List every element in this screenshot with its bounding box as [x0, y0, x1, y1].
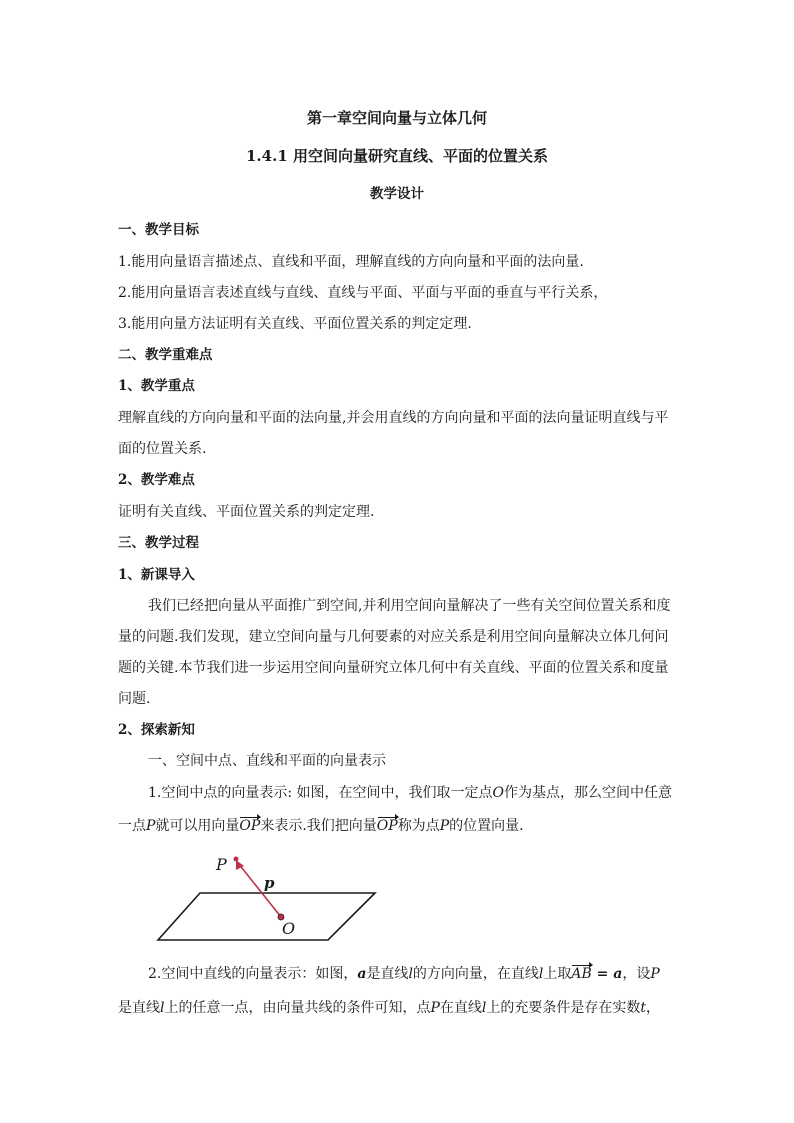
vector-symbol: OP [376, 818, 398, 834]
math-symbol: P [146, 818, 156, 834]
math-symbol: = a [591, 966, 623, 982]
intro-line: 我们已经把向量从平面推广到空间,并利用空间向量解决了一些有关空间位置关系和度 [148, 598, 671, 614]
math-symbol: P [650, 966, 660, 982]
math-symbol: P [439, 818, 450, 834]
text-run: 一点 [118, 818, 146, 834]
math-symbol: l [538, 966, 544, 982]
text-run: 2.空间中直线的向量表示：如图， [148, 966, 358, 982]
process-heading: 三、教学过程 [118, 535, 199, 551]
math-symbol: l [160, 1000, 165, 1016]
math-symbol: P [430, 1000, 440, 1016]
section-title: 1.4.1 用空间向量研究直线、平面的位置关系 [246, 147, 548, 165]
label-o: O [282, 919, 296, 938]
math-symbol: l [481, 1000, 487, 1016]
keypoints-heading: 二、教学重难点 [118, 347, 213, 363]
point-vector-figure [150, 850, 380, 945]
chapter-title: 第一章空间向量与立体几何 [306, 109, 487, 127]
vector-symbol: AB [571, 966, 592, 982]
text-run: 作为基点，那么空间中任意 [504, 785, 673, 801]
text-run: 的位置向量. [449, 818, 524, 834]
text-run: 上取 [543, 966, 572, 982]
goal-item: 1.能用向量语言描述点、直线和平面，理解直线的方向向量和平面的法向量. [118, 254, 584, 270]
paragraph-line [118, 998, 660, 1018]
text-run: 上的任意一点，由向量共线的条件可知，点 [164, 1000, 431, 1016]
text-run: 是直线 [366, 966, 409, 982]
focus-text-line: 面的位置关系. [118, 441, 207, 457]
goal-item: 2.能用向量语言表述直线与直线、直线与平面、平面与平面的垂直与平行关系， [118, 285, 608, 301]
text-run: 是直线 [118, 1000, 160, 1016]
math-symbol: O [492, 785, 505, 801]
position-vector-arrow [238, 863, 281, 917]
text-run: 的方向向量，在直线 [412, 966, 539, 982]
intro-line: 问题. [118, 691, 151, 707]
intro-line: 题的关键.本节我们进一步运用空间向量研究立体几何中有关直线、平面的位置关系和度量 [118, 660, 669, 676]
explore-heading: 2、探索新知 [118, 722, 195, 738]
label-vector-p: p [264, 874, 275, 892]
paragraph-line [148, 783, 672, 803]
difficulty-heading: 2、教学难点 [118, 472, 195, 488]
focus-heading: 1、教学重点 [118, 378, 195, 394]
math-symbol: l [408, 966, 413, 982]
text-run: 在直线 [439, 1000, 482, 1016]
math-symbol: a [357, 966, 367, 982]
text-run: 称为点 [397, 818, 440, 834]
intro-heading: 1、新课导入 [118, 567, 195, 583]
goal-item: 3.能用向量方法证明有关直线、平面位置关系的判定定理. [118, 316, 472, 332]
intro-line: 量的问题.我们发现，建立空间向量与几何要素的对应关系是利用空间向量解决立体几何问 [118, 629, 669, 645]
text-run: 上的充要条件是存在实数 [486, 1000, 641, 1016]
text-run: 1.空间中点的向量表示: 如图，在空间中，我们取一定点 [148, 785, 493, 801]
vector-symbol: OP [239, 818, 261, 834]
goals-heading: 一、教学目标 [118, 222, 199, 238]
text-run: 就可以用向量 [155, 818, 240, 834]
text-run: 来表示.我们把向量 [260, 818, 377, 834]
text-run: ， [646, 1000, 661, 1016]
text-run: ，设 [622, 966, 651, 982]
paragraph-line [148, 964, 660, 984]
difficulty-text: 证明有关直线、平面位置关系的判定定理. [118, 504, 375, 520]
point-p [234, 857, 239, 862]
subsection-heading: 一、空间中点、直线和平面的向量表示 [148, 753, 386, 769]
focus-text-line: 理解直线的方向向量和平面的法向量,并会用直线的方向向量和平面的法向量证明直线与平 [118, 410, 669, 426]
paragraph-line [118, 816, 524, 836]
label-p: P [216, 855, 227, 874]
math-symbol: t [640, 1000, 647, 1016]
doc-type-label: 教学设计 [370, 186, 424, 202]
